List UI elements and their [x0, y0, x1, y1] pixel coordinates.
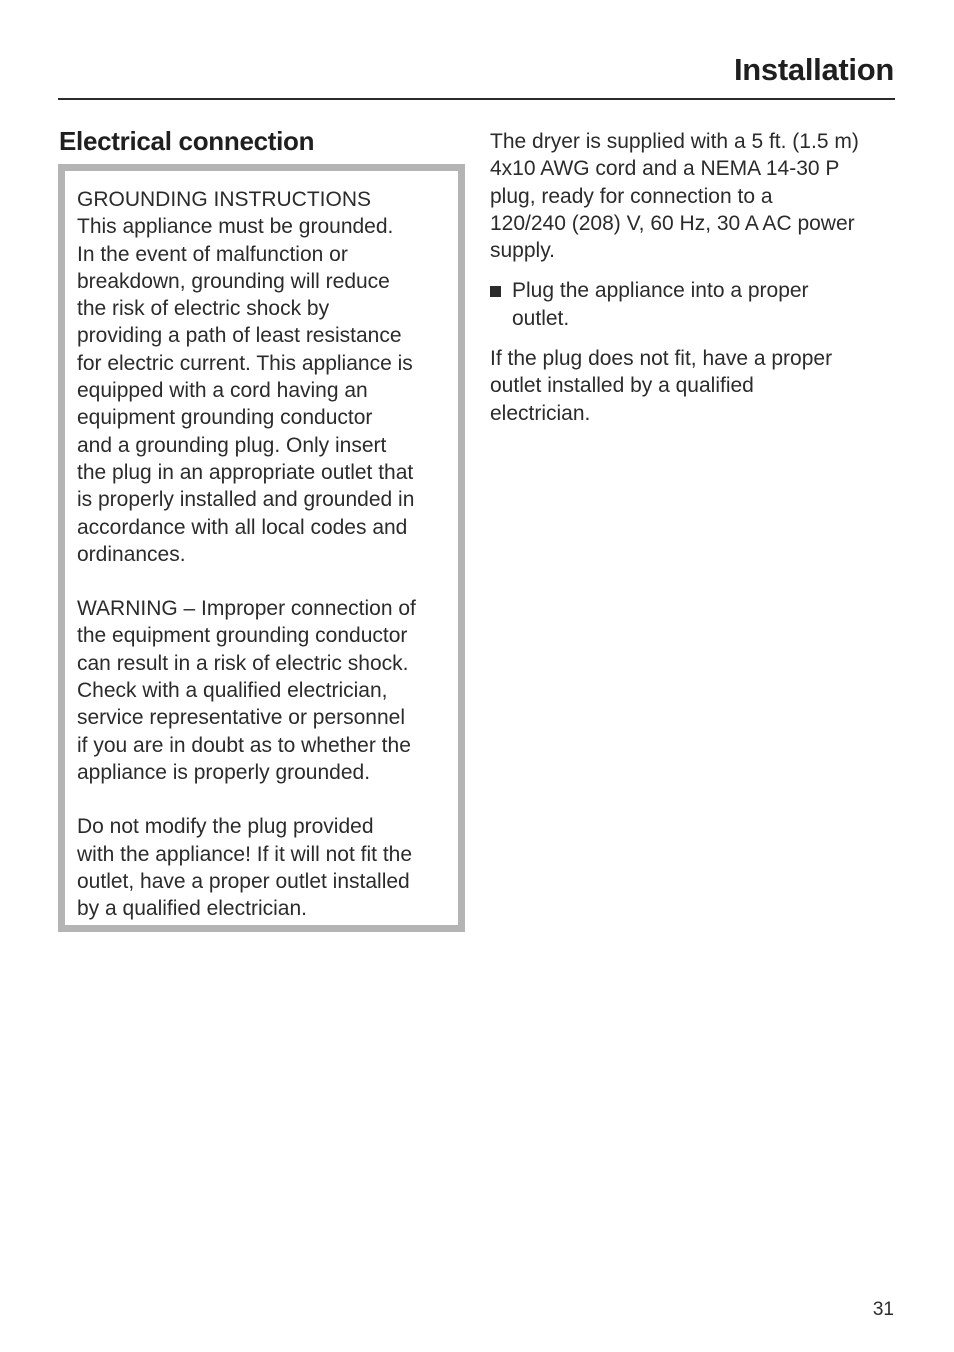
- grounding-instructions-paragraph: [77, 186, 455, 568]
- grounding-warning-box: [58, 164, 465, 932]
- bullet-list-item: [490, 277, 900, 332]
- warning-box-content: [77, 186, 455, 949]
- text-line: the risk of electric shock by: [77, 297, 330, 321]
- text-line: with the appliance! If it will not fit the: [77, 842, 413, 866]
- text-line: the equipment grounding conductor: [77, 624, 408, 648]
- text-line: This appliance must be grounded.: [77, 215, 394, 239]
- square-bullet-icon: [490, 286, 501, 297]
- text-line: 120/240 (208) V, 60 Hz, 30 A AC power: [490, 211, 855, 235]
- text-line: Check with a qualified electrician,: [77, 679, 388, 703]
- text-line: service representative or personnel: [77, 706, 406, 730]
- text-line: accordance with all local codes and: [77, 515, 408, 539]
- text-line: appliance is properly grounded.: [77, 760, 371, 784]
- page-title: Installation: [733, 52, 894, 87]
- plug-not-fit-paragraph: [490, 345, 900, 427]
- text-line: GROUNDING INSTRUCTIONS: [77, 188, 371, 211]
- text-line: plug, ready for connection to a: [490, 184, 773, 208]
- supply-description-paragraph: [490, 128, 900, 264]
- text-line: WARNING – Improper connection of: [77, 597, 416, 621]
- text-line: electrician.: [490, 401, 591, 425]
- text-line: The dryer is supplied with a 5 ft. (1.5 m): [490, 130, 859, 153]
- text-line: Do not modify the plug provided: [77, 815, 374, 839]
- text-line: by a qualified electrician.: [77, 897, 307, 921]
- text-line: equipped with a cord having an: [77, 379, 368, 403]
- text-line: outlet.: [512, 306, 570, 330]
- section-heading: Electrical connection: [59, 126, 315, 156]
- text-line: the plug in an appropriate outlet that: [77, 460, 414, 484]
- text-line: outlet installed by a qualified: [490, 374, 754, 398]
- text-line: equipment grounding conductor: [77, 406, 373, 430]
- do-not-modify-plug-paragraph: [77, 813, 455, 922]
- text-line: if you are in doubt as to whether the: [77, 733, 411, 757]
- text-line: can result in a risk of electric shock.: [77, 651, 409, 675]
- text-line: 4x10 AWG cord and a NEMA 14-30 P: [490, 157, 840, 181]
- text-line: ordinances.: [77, 542, 186, 566]
- text-line: supply.: [490, 239, 555, 263]
- text-line: breakdown, grounding will reduce: [77, 269, 390, 293]
- text-line: and a grounding plug. Only insert: [77, 433, 387, 457]
- text-line: outlet, have a proper outlet installed: [77, 869, 410, 893]
- text-line: is properly installed and grounded in: [77, 488, 415, 512]
- page-number: 31: [872, 1299, 894, 1320]
- text-line: If the plug does not fit, have a proper: [490, 347, 833, 371]
- text-line: for electric current. This appliance is: [77, 351, 413, 375]
- improper-connection-warning-paragraph: [77, 595, 455, 786]
- header-divider: [58, 98, 895, 100]
- text-line: providing a path of least resistance: [77, 324, 402, 348]
- text-line: In the event of malfunction or: [77, 242, 348, 266]
- right-column: [490, 128, 900, 440]
- text-line: Plug the appliance into a proper: [512, 279, 809, 303]
